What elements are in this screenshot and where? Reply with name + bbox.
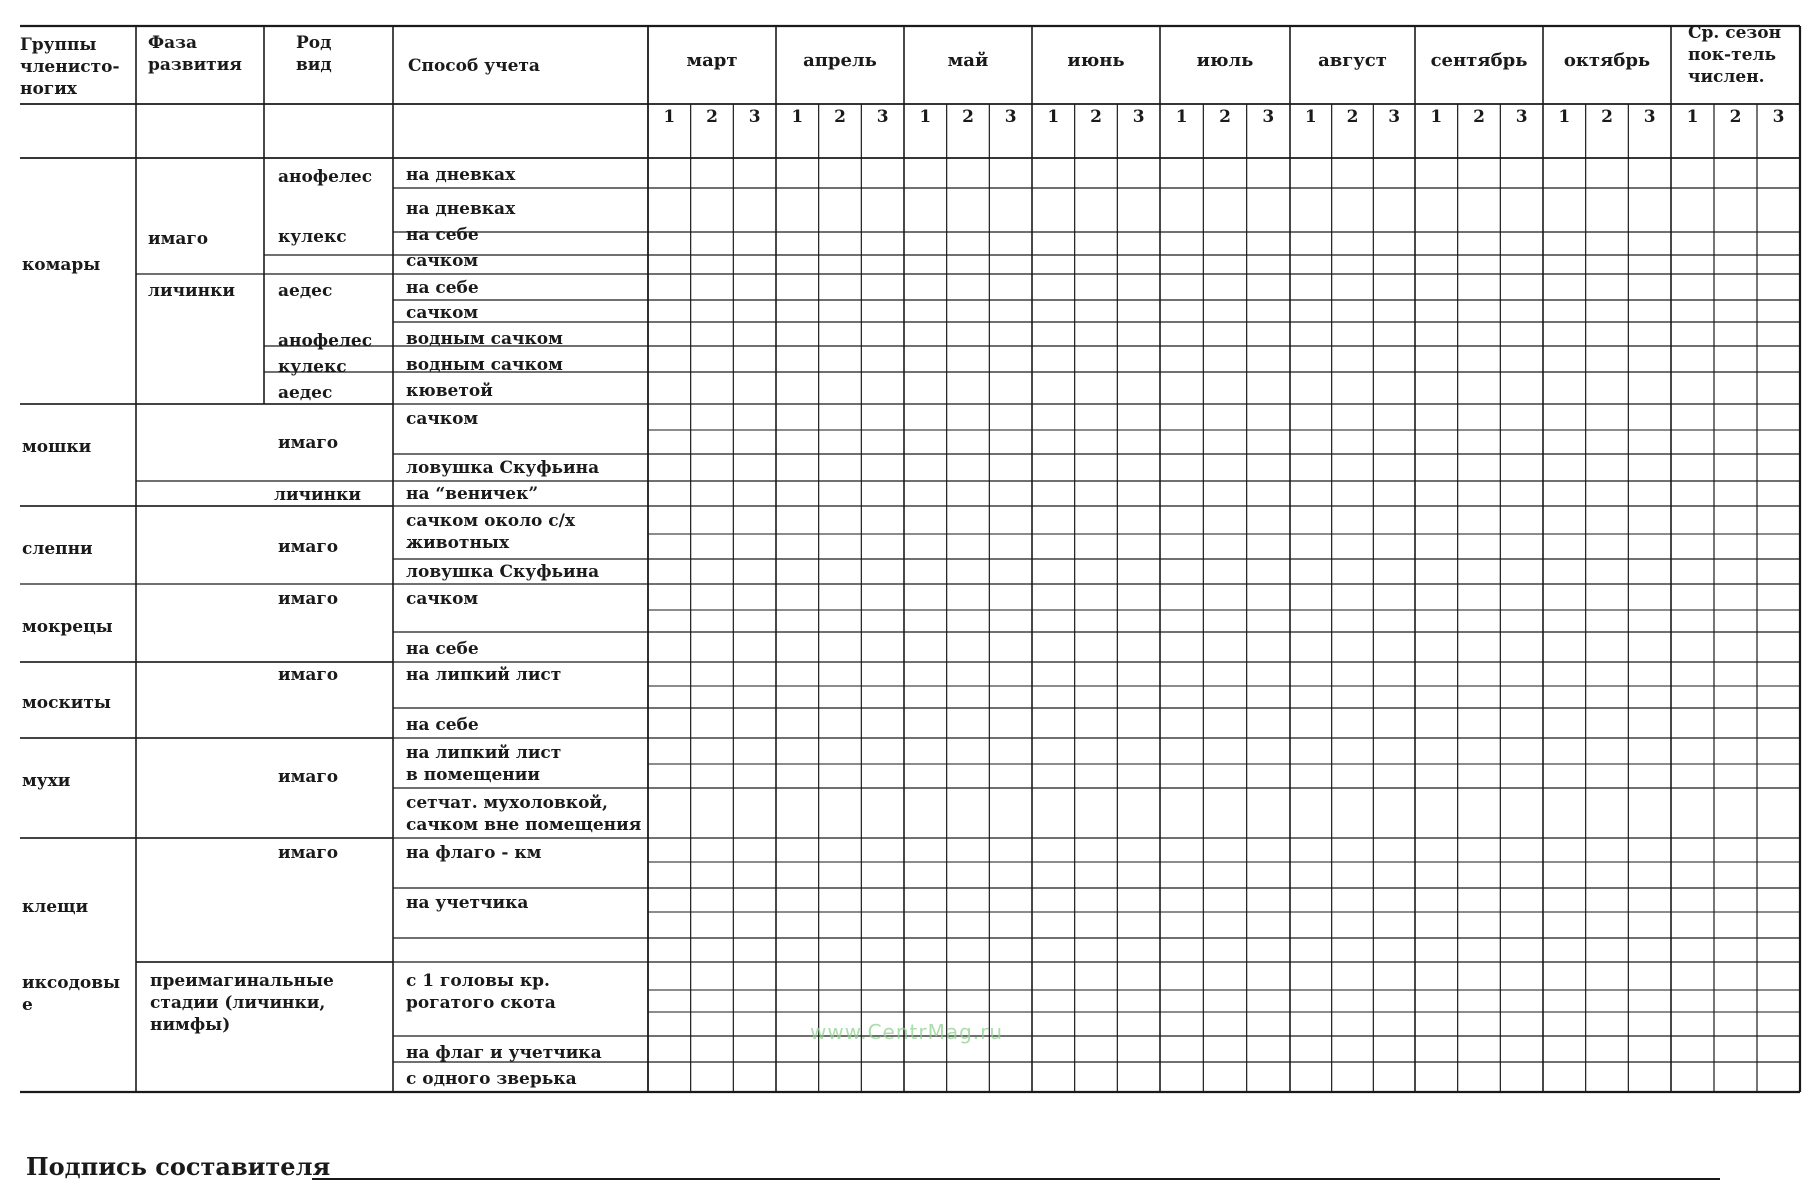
method-kleshchi-1: на флаго - км xyxy=(406,843,542,863)
method-dnevkah-1: на дневках xyxy=(406,165,516,185)
decade-number: 3 xyxy=(1388,107,1401,127)
decade-number: 3 xyxy=(876,107,889,127)
phase-moshki-imago: имаго xyxy=(278,433,339,453)
decade-number: 1 xyxy=(1430,107,1443,127)
decade-number: 3 xyxy=(1643,107,1656,127)
month-label: июнь xyxy=(1067,50,1125,71)
method-kyuvetoy: кюветой xyxy=(406,381,493,401)
decade-number: 1 xyxy=(1304,107,1317,127)
genus-kuleks-2: кулекс xyxy=(278,357,347,377)
method-slepni-2: ловушка Скуфьина xyxy=(406,562,600,582)
method-dnevkah-2: на дневках xyxy=(406,199,516,219)
decade-number: 2 xyxy=(1729,107,1742,127)
decade-number: 2 xyxy=(1601,107,1613,127)
method-moshki-1: сачком xyxy=(406,409,479,429)
decade-number: 2 xyxy=(1090,107,1102,127)
method-vodnym-1: водным сачком xyxy=(406,329,563,349)
month-label: апрель xyxy=(803,50,877,71)
decade-number: 1 xyxy=(1686,107,1699,127)
genus-aedes-1: аедес xyxy=(278,281,333,301)
method-na-sebe-2: на себе xyxy=(406,278,479,298)
decade-number: 3 xyxy=(1515,107,1528,127)
method-moshki-2: ловушка Скуфьина xyxy=(406,458,600,478)
decade-number: 1 xyxy=(919,107,932,127)
decade-number: 2 xyxy=(1346,107,1359,127)
method-mokretsy-2: на себе xyxy=(406,639,479,659)
phase-muhi-imago: имаго xyxy=(278,767,339,787)
month-label: сентябрь xyxy=(1430,50,1528,71)
method-moskity-2: на себе xyxy=(406,715,479,735)
month-label: август xyxy=(1318,50,1387,71)
group-moshki: мошки xyxy=(22,437,92,457)
watermark: www.CentrMag.ru xyxy=(810,1020,1004,1044)
method-sachkom-2: сачком xyxy=(406,303,479,323)
decade-number: 2 xyxy=(706,107,718,127)
header-method: Способ учета xyxy=(408,56,540,76)
decade-number: 1 xyxy=(663,107,676,127)
phase-moshki-lichinki: личинки xyxy=(274,485,361,505)
phase-kleshchi-imago: имаго xyxy=(278,843,339,863)
header-genus: Род вид xyxy=(296,33,332,75)
method-kleshchi-5: с одного зверька xyxy=(406,1069,577,1089)
phase-mokretsy-imago: имаго xyxy=(278,589,339,609)
decade-number: 1 xyxy=(791,107,804,127)
decade-number: 3 xyxy=(1772,107,1785,127)
month-label: октябрь xyxy=(1563,50,1651,71)
decade-number: 2 xyxy=(1473,107,1485,127)
decade-number: 1 xyxy=(1175,107,1188,127)
method-muhi-2: сетчат. мухоловкой, сачком вне помещения xyxy=(406,793,642,835)
month-label: июль xyxy=(1196,50,1254,71)
group-mokretsy: мокрецы xyxy=(22,617,113,637)
decade-number: 2 xyxy=(834,107,846,127)
method-slepni-1: сачком около с/х животных xyxy=(406,511,576,553)
method-moshki-3: на “веничек” xyxy=(406,484,539,504)
group-komary: комары xyxy=(22,255,101,275)
decade-number: 3 xyxy=(1262,107,1275,127)
header-groups: Группы членисто- ногих xyxy=(20,35,120,99)
genus-kuleks-1: кулекс xyxy=(278,227,347,247)
method-kleshchi-2: на учетчика xyxy=(406,893,529,913)
signature-label: Подпись составителя xyxy=(26,1152,331,1181)
header-phase: Фаза развития xyxy=(148,33,242,75)
group-kleshchi-ixodes: иксодовы е xyxy=(22,973,121,1015)
decade-number: 3 xyxy=(748,107,761,127)
month-label: май xyxy=(947,50,989,71)
group-slepni: слепни xyxy=(22,539,93,559)
decade-number: 2 xyxy=(1219,107,1231,127)
method-kleshchi-3: с 1 головы кр. рогатого скота xyxy=(406,971,556,1013)
header-season: Ср. сезон пок-тель числен. xyxy=(1688,23,1782,87)
phase-komary-lichinki: личинки xyxy=(148,281,235,301)
group-moskity: москиты xyxy=(22,693,111,713)
method-muhi-1: на липкий лист в помещении xyxy=(406,743,562,785)
genus-aedes-2: аедес xyxy=(278,383,333,403)
method-kleshchi-4: на флаг и учетчика xyxy=(406,1043,602,1063)
decade-number: 1 xyxy=(1558,107,1571,127)
decade-number: 3 xyxy=(1132,107,1145,127)
phase-moskity-imago: имаго xyxy=(278,665,339,685)
genus-anofeles-2: анофелес xyxy=(278,331,373,351)
method-moskity-1: на липкий лист xyxy=(406,665,562,685)
method-na-sebe-1: на себе xyxy=(406,225,479,245)
method-vodnym-2: водным сачком xyxy=(406,355,563,375)
method-mokretsy-1: сачком xyxy=(406,589,479,609)
decade-number: 2 xyxy=(962,107,974,127)
phase-kleshchi-preimaginal: преимагинальные стадии (личинки, нимфы) xyxy=(150,971,334,1035)
method-sachkom-1: сачком xyxy=(406,251,479,271)
signature-line[interactable] xyxy=(312,1178,1720,1180)
month-label: март xyxy=(686,50,738,71)
phase-slepni-imago: имаго xyxy=(278,537,339,557)
decade-number: 1 xyxy=(1047,107,1060,127)
phase-komary-imago: имаго xyxy=(148,229,209,249)
decade-number: 3 xyxy=(1004,107,1017,127)
genus-anofeles-1: анофелес xyxy=(278,167,373,187)
group-muhi: мухи xyxy=(22,771,71,791)
group-kleshchi: клещи xyxy=(22,897,89,917)
